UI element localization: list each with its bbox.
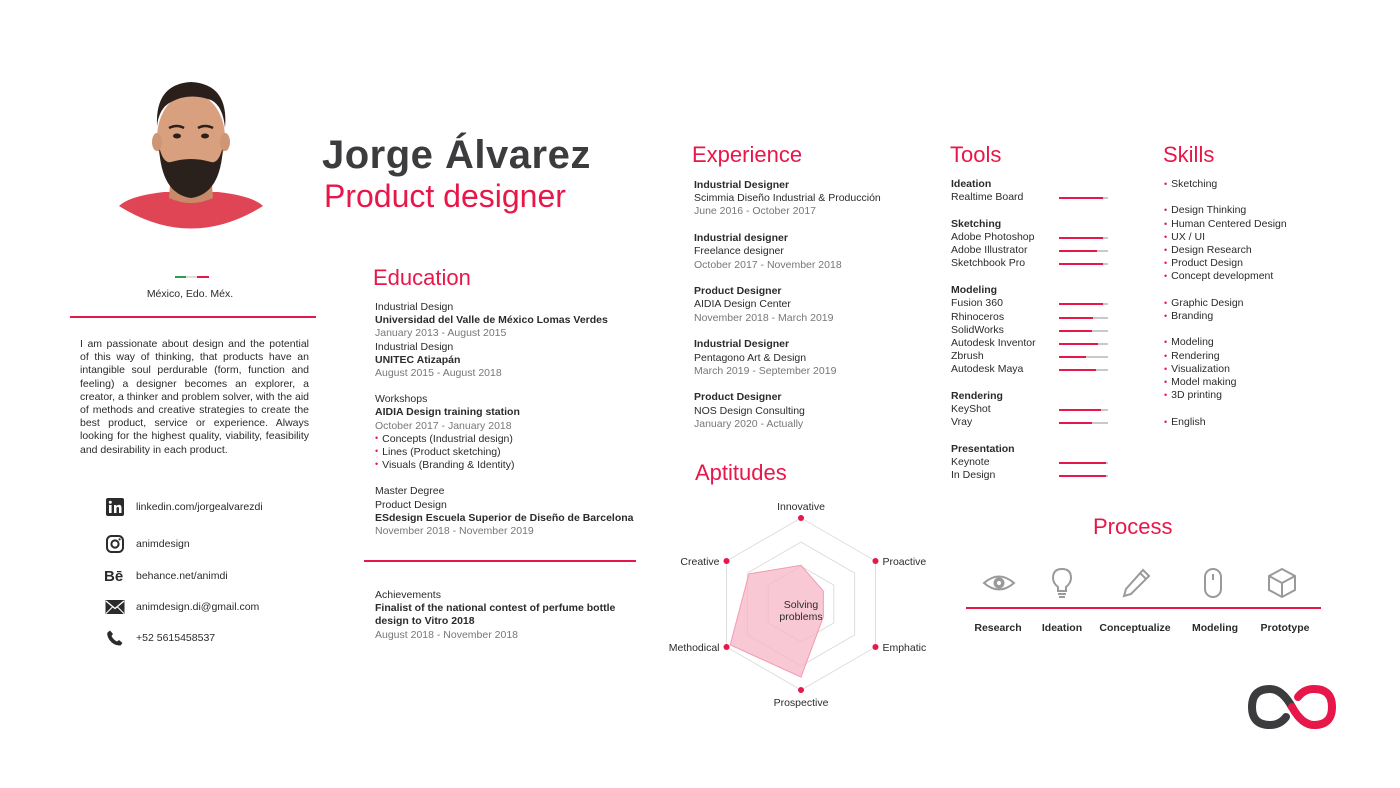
skill-item: • Modeling	[1164, 336, 1364, 349]
mail-icon	[104, 596, 126, 618]
experience-entry	[694, 285, 934, 325]
tool-level-fill	[1059, 263, 1103, 265]
process-step-research: Research	[974, 622, 1022, 634]
radar-axis-dot	[724, 558, 730, 564]
tool-name: In Design	[951, 469, 996, 482]
tool-name: Keynote	[951, 456, 990, 469]
tool-name: Fusion 360	[951, 297, 1003, 310]
tool-name: Adobe Illustrator	[951, 244, 1028, 257]
infinity-logo	[1246, 683, 1338, 731]
instagram-icon	[104, 533, 126, 555]
tool-level-fill	[1059, 317, 1093, 319]
radar-axis-label: Emphatic	[882, 642, 927, 654]
tool-level-bar	[1059, 303, 1108, 305]
exp-role: Product Designer	[694, 391, 782, 404]
contact-text: +52 5615458537	[136, 632, 216, 644]
tool-row	[951, 403, 1111, 416]
skill-item: • Design Research	[1164, 244, 1364, 257]
tool-name: Sketchbook Pro	[951, 257, 1026, 270]
edu-school: Universidad del Valle de México Lomas Verdes	[375, 314, 608, 327]
radar-axis-dot	[798, 687, 804, 693]
bio: I am passionate about design and the potential of this way of thinking, that products have an intangible soul perdurable (form, function and feeling) a designer becomes an explorer, a creator, a thinker and problem solver, with the aid of methods and creative strategies to create the best product, service or experience. Always looking for the highest quality, viability, feasibility and desirability in each product.	[80, 338, 309, 456]
tool-level-fill	[1059, 250, 1097, 252]
skill-item: • 3D printing	[1164, 389, 1364, 402]
pencil-icon	[1119, 566, 1153, 600]
achievements-label: Achievements	[375, 589, 441, 601]
flag-line	[175, 276, 209, 278]
exp-dates: October 2017 - November 2018	[694, 258, 842, 271]
edu-school: AIDIA Design training station	[375, 406, 520, 419]
contact-text: linkedin.com/jorgealvarezdi	[136, 501, 263, 513]
tool-name: KeyShot	[951, 403, 991, 416]
exp-dates: November 2018 - March 2019	[694, 311, 834, 324]
tool-level-fill	[1059, 330, 1092, 332]
tool-level-fill	[1059, 343, 1098, 345]
tool-name: Rhinoceros	[951, 310, 1005, 323]
role-heading: Product designer	[324, 178, 566, 214]
lightbulb-icon	[1045, 566, 1079, 600]
aptitudes-radar	[660, 500, 940, 715]
contact-linkedin[interactable]	[104, 496, 263, 518]
svg-text:Bē: Bē	[104, 568, 124, 585]
tool-row	[951, 297, 1111, 310]
tool-level-bar	[1059, 343, 1108, 345]
education-title: Education	[373, 265, 471, 290]
aptitudes-title: Aptitudes	[695, 460, 787, 485]
tool-name: Realtime Board	[951, 191, 1024, 204]
profile-photo	[119, 76, 263, 230]
skill-item: • Sketching	[1164, 178, 1364, 191]
radar-axis-label: Innovative	[777, 501, 825, 513]
tool-group-title: Modeling	[951, 284, 998, 297]
tool-level-fill	[1059, 303, 1103, 305]
edu-school: UNITEC Atizapán	[375, 353, 461, 366]
exp-role: Industrial Designer	[694, 338, 790, 351]
location: México, Edo. Méx.	[146, 288, 234, 300]
edu-field-2: Product Design	[375, 498, 447, 511]
tool-name: SolidWorks	[951, 323, 1004, 336]
name-heading: Jorge Álvarez	[322, 133, 591, 177]
tool-level-fill	[1059, 237, 1103, 239]
tool-level-bar	[1059, 475, 1108, 477]
tool-group-title: Rendering	[951, 389, 1003, 402]
exp-company: Scimmia Diseño Industrial & Producción	[694, 192, 881, 205]
edu-dates: January 2013 - August 2015	[375, 327, 507, 340]
tool-name: Vray	[951, 416, 973, 429]
skill-item: • Model making	[1164, 376, 1364, 389]
exp-role: Industrial Designer	[694, 179, 790, 191]
radar-axis-label: Creative	[680, 556, 720, 568]
tool-level-fill	[1059, 356, 1086, 358]
contact-text: behance.net/animdi	[136, 570, 228, 582]
process-step-modeling: Modeling	[1191, 622, 1239, 634]
radar-center-label-2: problems	[779, 611, 823, 623]
edu-workshop-item: • Lines (Product sketching)	[375, 446, 645, 459]
achievement-dates: August 2018 - November 2018	[375, 628, 519, 641]
tool-row	[951, 257, 1111, 270]
divider-left	[70, 316, 316, 318]
exp-company: NOS Design Consulting	[694, 404, 805, 417]
mouse-icon	[1196, 566, 1230, 600]
tool-row	[951, 337, 1111, 350]
tool-name: Adobe Photoshop	[951, 231, 1035, 244]
edu-workshop-item: • Visuals (Branding & Identity)	[375, 459, 645, 472]
experience-entry	[694, 338, 934, 378]
achievement-text-2: design to Vitro 2018	[375, 615, 475, 628]
edu-field: Industrial Design	[375, 301, 454, 313]
tool-row	[951, 324, 1111, 337]
tool-row	[951, 363, 1111, 376]
tool-row	[951, 350, 1111, 363]
experience-entry	[694, 232, 934, 272]
achievement-text: Finalist of the national contest of perfume bottle	[375, 602, 616, 615]
tool-level-bar	[1059, 263, 1108, 265]
skill-item: • Branding	[1164, 310, 1364, 323]
tool-level-bar	[1059, 197, 1108, 199]
tool-name: Zbrush	[951, 350, 984, 363]
tool-level-bar	[1059, 330, 1108, 332]
radar-axis-label: Prospective	[773, 697, 829, 709]
tool-level-fill	[1059, 369, 1096, 371]
skill-item: • Graphic Design	[1164, 297, 1364, 310]
tool-level-bar	[1059, 422, 1108, 424]
contact-phone[interactable]	[104, 627, 216, 649]
exp-role: Product Designer	[694, 285, 782, 298]
experience-list	[694, 179, 934, 431]
skill-item: • Visualization	[1164, 363, 1364, 376]
contact-text: animdesign.di@gmail.com	[136, 601, 260, 613]
tool-level-bar	[1059, 356, 1108, 358]
tools-list	[951, 178, 1111, 483]
tool-row	[951, 231, 1111, 244]
exp-dates: March 2019 - September 2019	[694, 364, 837, 377]
radar-axis-label: Methodical	[668, 642, 720, 654]
skill-item: • English	[1164, 416, 1364, 429]
tool-level-fill	[1059, 462, 1106, 464]
tool-level-bar	[1059, 409, 1108, 411]
contact-text: animdesign	[136, 538, 190, 550]
divider-education	[364, 560, 636, 562]
radar-center-label: Solving	[783, 599, 819, 611]
edu-workshop-item: • Concepts (Industrial design)	[375, 433, 645, 446]
skill-item: • Design Thinking	[1164, 204, 1364, 217]
tool-row	[951, 456, 1111, 469]
experience-title: Experience	[692, 142, 803, 167]
tool-row	[951, 191, 1111, 204]
contact-email[interactable]	[104, 596, 260, 618]
skills-title: Skills	[1163, 142, 1215, 167]
skill-item: • Rendering	[1164, 350, 1364, 363]
skill-item: • Human Centered Design	[1164, 218, 1364, 231]
linkedin-icon	[104, 496, 126, 518]
tool-level-bar	[1059, 369, 1108, 371]
edu-dates: November 2018 - November 2019	[375, 525, 534, 538]
eye-icon	[982, 566, 1016, 600]
tool-row	[951, 244, 1111, 257]
radar-axis-dot	[798, 515, 804, 521]
phone-icon	[104, 627, 126, 649]
exp-role: Industrial designer	[694, 232, 788, 245]
edu-field: Workshops	[375, 393, 428, 406]
exp-company: AIDIA Design Center	[694, 298, 791, 311]
education-list	[375, 301, 645, 538]
edu-field: Master Degree	[375, 485, 445, 498]
tool-level-fill	[1059, 197, 1103, 199]
skills-list	[1164, 178, 1364, 429]
exp-company: Pentagono Art & Design	[694, 351, 807, 364]
contact-behance[interactable]	[104, 565, 228, 587]
skill-item: • UX / UI	[1164, 231, 1364, 244]
tool-group-title: Ideation	[951, 178, 992, 190]
skill-item: • Product Design	[1164, 257, 1364, 270]
tool-name: Autodesk Inventor	[951, 336, 1036, 349]
tool-row	[951, 416, 1111, 429]
tool-level-fill	[1059, 422, 1092, 424]
achievements	[375, 589, 645, 642]
tool-level-fill	[1059, 409, 1101, 411]
edu-dates: August 2015 - August 2018	[375, 367, 502, 380]
edu-field: Industrial Design	[375, 340, 454, 353]
radar-axis-dot	[724, 644, 730, 650]
cube-icon	[1265, 566, 1299, 600]
process-step-ideation: Ideation	[1041, 622, 1083, 634]
exp-dates: June 2016 - October 2017	[694, 205, 817, 218]
skill-item: • Concept development	[1164, 270, 1364, 283]
tool-level-bar	[1059, 250, 1108, 252]
edu-school: ESdesign Escuela Superior de Diseño de Barcelona	[375, 511, 634, 524]
tools-title: Tools	[950, 142, 1002, 167]
tool-level-bar	[1059, 317, 1108, 319]
divider-process	[966, 607, 1321, 609]
tool-group-title: Sketching	[951, 217, 1002, 230]
tool-name: Autodesk Maya	[951, 363, 1024, 376]
edu-dates: October 2017 - January 2018	[375, 419, 512, 432]
process-step-prototype: Prototype	[1260, 622, 1310, 634]
contact-instagram[interactable]	[104, 533, 190, 555]
tool-group-title: Presentation	[951, 443, 1015, 456]
radar-axis-dot	[872, 644, 878, 650]
tool-row	[951, 311, 1111, 324]
radar-axis-dot	[872, 558, 878, 564]
experience-entry	[694, 179, 934, 219]
radar-axis-label: Proactive	[882, 556, 927, 568]
process-step-conceptualize: Conceptualize	[1099, 622, 1171, 634]
experience-entry	[694, 391, 934, 431]
exp-dates: January 2020 - Actually	[694, 417, 804, 430]
behance-icon	[104, 565, 126, 587]
exp-company: Freelance designer	[694, 245, 784, 258]
tool-level-bar	[1059, 462, 1108, 464]
tool-level-fill	[1059, 475, 1106, 477]
tool-row	[951, 469, 1111, 482]
process-title: Process	[1093, 514, 1173, 539]
tool-level-bar	[1059, 237, 1108, 239]
